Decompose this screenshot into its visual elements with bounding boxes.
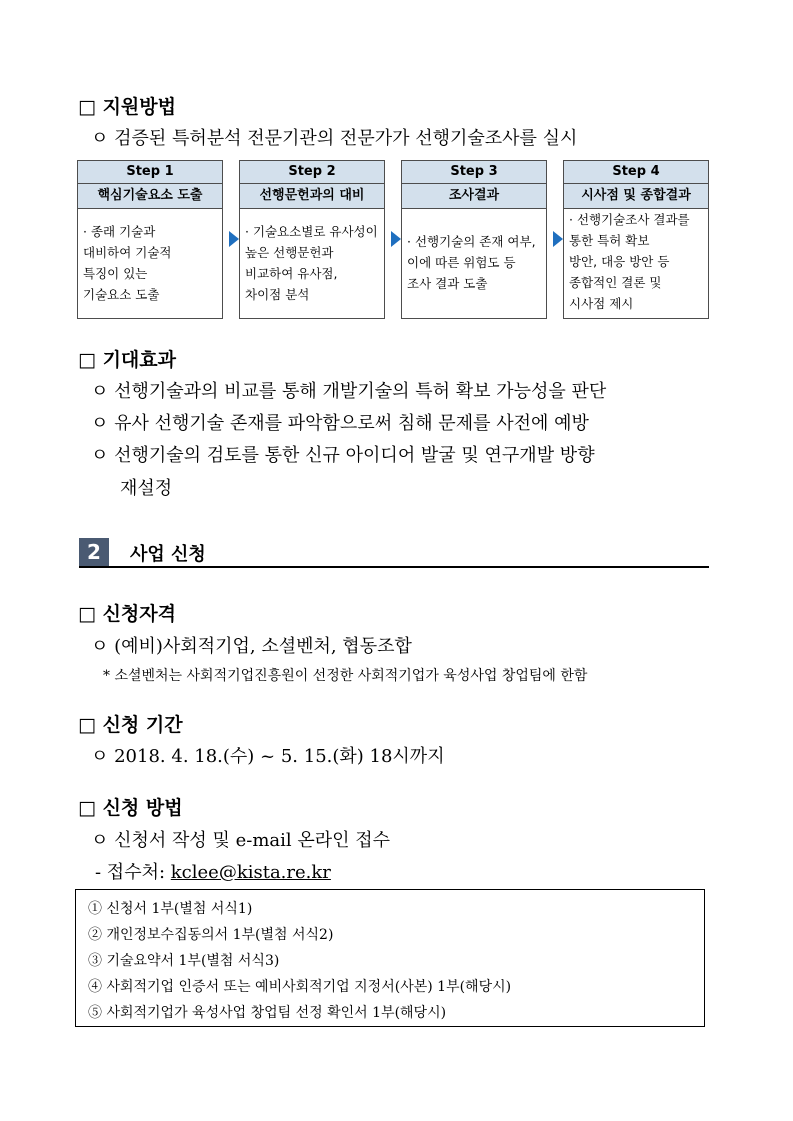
step-title: 선행문헌과의 대비 [240,184,384,209]
period-heading: □ 신청 기간 [78,714,183,736]
eligibility-heading: □ 신청자격 [78,603,176,625]
step-label: Step 3 [402,161,546,184]
step-box-2 [239,160,385,319]
step-body: · 선행기술조사 결과를 통한 특허 확보 방안, 대응 방안 등 종합적인 결론 및 시사점 제시 [569,212,690,311]
section-title: 사업 신청 [130,544,206,565]
step-body: · 기술요소별로 유사성이 높은 선행문헌과 비교하여 유사점, 차이점 분석 [245,224,378,302]
contact-line [95,858,331,884]
contact-email-link[interactable]: kclee@kista.re.kr [170,862,331,883]
support-heading: □ 지원방법 [78,96,176,118]
document-item: ④ 사회적기업 인증서 또는 예비사회적기업 지정서(사본) 1부(해당시) [88,979,512,995]
step-body: · 선행기술의 존재 여부, 이에 따른 위험도 등 조사 결과 도출 [407,234,536,291]
section-number-badge: 2 [79,538,109,566]
step-box-3 [401,160,547,319]
step-box-4 [563,160,709,319]
method-heading: □ 신청 방법 [78,797,183,819]
support-bullet: ㅇ 검증된 특허분석 전문기관의 전문가가 선행기술조사를 실시 [91,128,578,149]
step-label: Step 2 [240,161,384,184]
effects-bullet-3-cont: 재설정 [120,478,173,499]
effects-bullet-1: ㅇ 선행기술과의 비교를 통해 개발기술의 특허 확보 가능성을 판단 [91,381,607,402]
step-box-1 [77,160,223,319]
arrow-right-icon [391,231,401,247]
document-item: ② 개인정보수집동의서 1부(별첨 서식2) [88,927,334,943]
document-item: ③ 기술요약서 1부(별첨 서식3) [88,953,280,969]
step-title: 핵심기술요소 도출 [78,184,222,209]
method-bullet: ㅇ 신청서 작성 및 e-mail 온라인 접수 [91,830,391,851]
step-label: Step 4 [564,161,708,184]
arrow-right-icon [229,231,239,247]
period-bullet: ㅇ 2018. 4. 18.(수) ~ 5. 15.(화) 18시까지 [91,746,445,767]
step-label: Step 1 [78,161,222,184]
eligibility-bullet: ㅇ (예비)사회적기업, 소셜벤처, 협동조합 [91,636,412,657]
contact-label: - 접수처: [95,862,171,883]
eligibility-note: * 소셜벤처는 사회적기업진흥원이 선정한 사회적기업가 육성사업 창업팀에 한함 [103,668,588,684]
effects-bullet-2: ㅇ 유사 선행기술 존재를 파악함으로써 침해 문제를 사전에 예방 [91,413,589,434]
effects-bullet-3: ㅇ 선행기술의 검토를 통한 신규 아이디어 발굴 및 연구개발 방향 [91,445,595,466]
step-title: 조사결과 [402,184,546,209]
effects-heading: □ 기대효과 [78,349,176,371]
step-title: 시사점 및 종합결과 [564,184,708,209]
step-body: · 종래 기술과 대비하여 기술적 특징이 있는 기술요소 도출 [83,224,172,302]
document-item: ① 신청서 1부(별첨 서식1) [88,901,253,917]
document-item: ⑤ 사회적기업가 육성사업 창업팀 선정 확인서 1부(해당시) [88,1005,447,1021]
arrow-right-icon [553,231,563,247]
section-underline [79,566,709,568]
required-documents-box [75,889,705,1027]
